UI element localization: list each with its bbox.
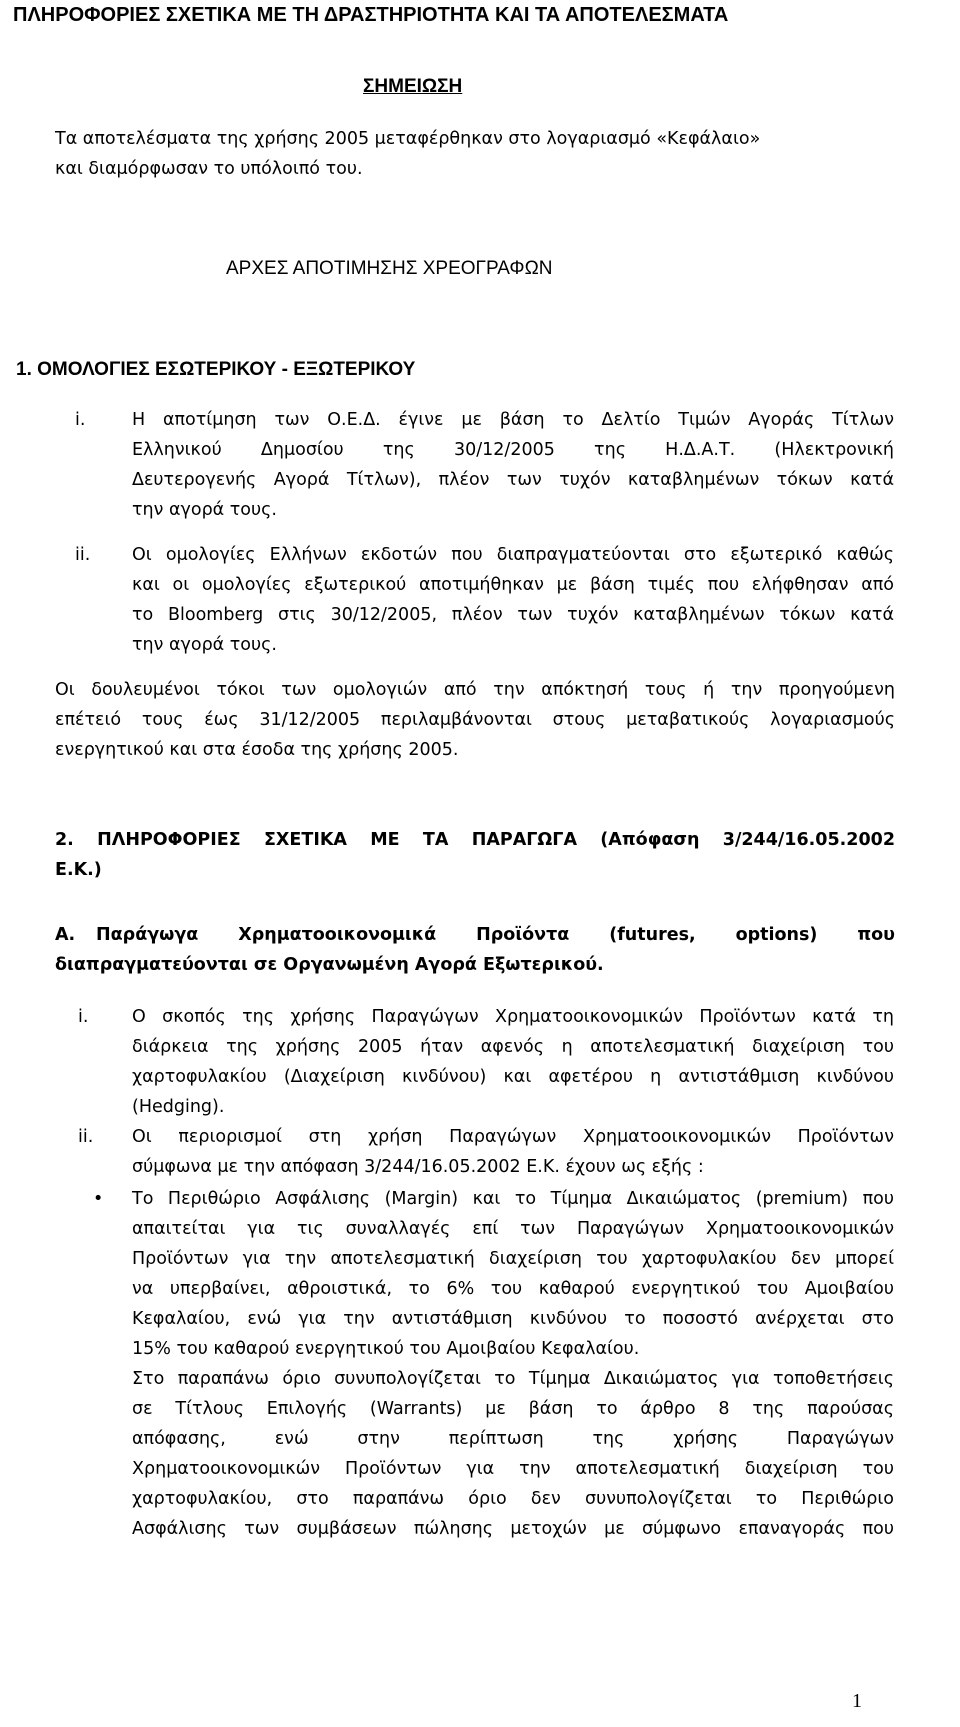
accrued-interest-line: ενεργητικού και στα έσοδα της χρήσης 2005. <box>55 740 459 760</box>
bullet-line: Το Περιθώριο Ασφάλισης (Margin) και το Τίμημα Δικαιώματος (premium) που <box>132 1189 894 1209</box>
bullet-line: Κεφαλαίου, ενώ για την αντιστάθμιση κινδύνου το ποσοστό ανέρχεται στο <box>132 1309 894 1329</box>
list-item-line: την αγορά τους. <box>132 500 277 520</box>
list-item-line: την αγορά τους. <box>132 635 277 655</box>
bullet-marker: • <box>93 1189 104 1209</box>
subsection-a-prefix: Α. <box>55 925 76 945</box>
bullet-line: απόφασης, ενώ στην περίπτωση της χρήσης Παραγώγων <box>132 1429 894 1449</box>
subsection-a-title: Παράγωγα Χρηματοοικονομικά Προϊόντα (futures, options) που <box>96 925 895 945</box>
list-item-line: Ο σκοπός της χρήσης Παραγώγων Χρηματοοικονομικών Προϊόντων κατά τη <box>132 1007 894 1027</box>
bullet-line: σε Τίτλους Επιλογής (Warrants) με βάση το άρθρο 8 της παρούσας <box>132 1399 894 1419</box>
page-number: 1 <box>852 1690 862 1712</box>
section-1-title: 1. ΟΜΟΛΟΓΙΕΣ ΕΣΩΤΕΡΙΚΟΥ - ΕΞΩΤΕΡΙΚΟΥ <box>16 359 416 380</box>
bullet-line: Προϊόντων για την αποτελεσματική διαχείριση του χαρτοφυλακίου δεν μπορεί <box>132 1249 894 1269</box>
bullet-line: να υπερβαίνει, αθροιστικά, το 6% του καθαρού ενεργητικού του Αμοιβαίου <box>132 1279 894 1299</box>
bullet-line: 15% του καθαρού ενεργητικού του Αμοιβαίου Κεφαλαίου. <box>132 1339 640 1359</box>
bullet-line: Χρηματοοικονομικών Προϊόντων για την αποτελεσματική διαχείριση του <box>132 1459 894 1479</box>
list-item-line: Η αποτίμηση των Ο.Ε.Δ. έγινε με βάση το Δελτίο Τιμών Αγοράς Τίτλων <box>132 410 894 430</box>
list-item-line: διάρκεια της χρήσης 2005 ήταν αφενός η αποτελεσματική διαχείριση του <box>132 1037 894 1057</box>
list-marker: ii. <box>75 545 91 565</box>
bullet-line: Ασφάλισης των συμβάσεων πώλησης μετοχών με σύμφωνο επαναγοράς που <box>132 1519 894 1539</box>
list-marker: ii. <box>78 1127 94 1147</box>
bullet-line: χαρτοφυλακίου, στο παραπάνω όριο δεν συνυπολογίζεται το Περιθώριο <box>132 1489 894 1509</box>
list-item-line: σύμφωνα με την απόφαση 3/244/16.05.2002 Ε.Κ. έχουν ως εξής : <box>132 1157 704 1177</box>
accrued-interest-line: επέτειό τους έως 31/12/2005 περιλαμβάνονται στους μεταβατικούς λογαριασμούς <box>55 710 895 730</box>
list-item-line: χαρτοφυλακίου (Διαχείριση κινδύνου) και αφετέρου η αντιστάθμιση κινδύνου <box>132 1067 894 1087</box>
accrued-interest-line: Οι δουλευμένοι τόκοι των ομολογιών από την απόκτησή τους ή την προηγούμενη <box>55 680 895 700</box>
list-marker: i. <box>75 410 86 430</box>
note-line: Τα αποτελέσματα της χρήσης 2005 μεταφέρθηκαν στο λογαριασμό «Κεφάλαιο» <box>55 129 761 149</box>
section-2-title: 2. ΠΛΗΡΟΦΟΡΙΕΣ ΣΧΕΤΙΚΑ ΜΕ ΤΑ ΠΑΡΑΓΩΓΑ (Απόφαση 3/244/16.05.2002 <box>55 830 895 850</box>
list-item-line: και οι ομολογίες εξωτερικού αποτιμήθηκαν με βάση τιμές που ελήφθησαν από <box>132 575 894 595</box>
list-marker: i. <box>78 1007 89 1027</box>
list-item-line: το Bloomberg στις 30/12/2005, πλέον των τυχόν καταβλημένων τόκων κατά <box>132 605 894 625</box>
valuation-heading: ΑΡΧΕΣ ΑΠΟΤΙΜΗΣΗΣ ΧΡΕΟΓΡΑΦΩΝ <box>226 258 553 279</box>
list-item-line: (Hedging). <box>132 1097 225 1117</box>
bullet-line: Στο παραπάνω όριο συνυπολογίζεται το Τίμημα Δικαιώματος για τοποθετήσεις <box>132 1369 894 1389</box>
list-item-line: Ελληνικού Δημοσίου της 30/12/2005 της Η.Δ.Α.Τ. (Ηλεκτρονική <box>132 440 894 460</box>
bullet-line: απαιτείται για τις συναλλαγές επί των Παραγώγων Χρηματοοικονομικών <box>132 1219 894 1239</box>
section-2-title: Ε.Κ.) <box>55 860 102 880</box>
note-line: και διαμόρφωσαν το υπόλοιπό του. <box>55 159 363 179</box>
list-item-line: Οι περιορισμοί στη χρήση Παραγώγων Χρηματοοικονομικών Προϊόντων <box>132 1127 894 1147</box>
list-item-line: Οι ομολογίες Ελλήνων εκδοτών που διαπραγματεύονται στο εξωτερικό καθώς <box>132 545 894 565</box>
document-title: ΠΛΗΡΟΦΟΡΙΕΣ ΣΧΕΤΙΚΑ ΜΕ ΤΗ ΔΡΑΣΤΗΡΙΟΤΗΤΑ ΚΑΙ ΤΑ ΑΠΟΤΕΛΕΣΜΑΤΑ <box>13 4 729 26</box>
note-heading: ΣΗΜΕΙΩΣΗ <box>363 76 463 97</box>
subsection-a-title: διαπραγματεύονται σε Οργανωμένη Αγορά Εξωτερικού. <box>55 955 604 975</box>
list-item-line: Δευτερογενής Αγορά Τίτλων), πλέον των τυχόν καταβλημένων τόκων κατά <box>132 470 894 490</box>
